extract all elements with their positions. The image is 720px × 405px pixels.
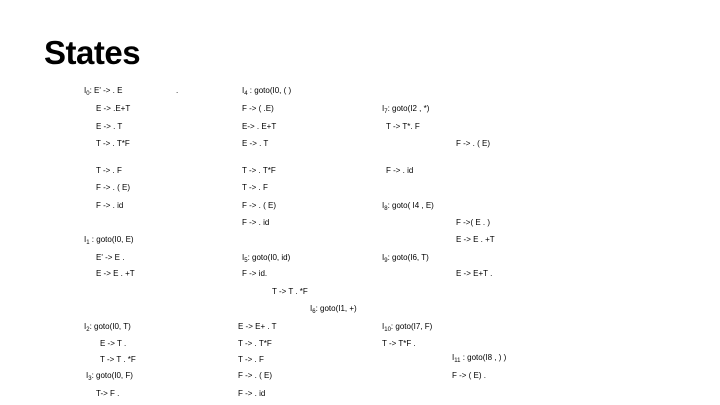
state-heading bbox=[452, 353, 506, 363]
state-heading bbox=[382, 104, 429, 114]
state-prefix: I bbox=[382, 201, 385, 210]
line-text: T -> . F bbox=[242, 183, 268, 192]
item-line bbox=[242, 122, 276, 132]
line-text: : goto(I0, T) bbox=[89, 322, 131, 331]
state-heading bbox=[86, 371, 133, 381]
item-line bbox=[456, 218, 490, 228]
state-prefix: I bbox=[84, 86, 87, 95]
state-prefix: I bbox=[242, 86, 245, 95]
item-line bbox=[386, 122, 420, 132]
line-text: T -> . T*F bbox=[242, 166, 276, 175]
line-text: : goto( I4 , E) bbox=[387, 201, 434, 210]
item-line bbox=[96, 253, 124, 263]
state-prefix: I bbox=[84, 235, 87, 244]
state-prefix: I bbox=[382, 253, 385, 262]
line-text: F -> ( E) . bbox=[452, 371, 486, 380]
line-text: E -> . T bbox=[96, 122, 123, 131]
state-prefix: I bbox=[310, 304, 313, 313]
line-text: : goto(I0, ( ) bbox=[247, 86, 292, 95]
line-text: : goto(I6, T) bbox=[387, 253, 429, 262]
state-heading bbox=[382, 322, 432, 332]
line-text: F -> id. bbox=[242, 269, 268, 278]
state-heading bbox=[84, 322, 131, 332]
state-index: 8 bbox=[384, 206, 388, 212]
line-text: E -> E+T . bbox=[456, 269, 493, 278]
item-line bbox=[456, 269, 492, 279]
line-text: : goto(I0, id) bbox=[247, 253, 291, 262]
state-index: 10 bbox=[384, 327, 391, 333]
line-text: T -> . T*F bbox=[96, 139, 130, 148]
line-text: . bbox=[176, 86, 179, 95]
state-index: 9 bbox=[384, 258, 388, 264]
item-line bbox=[242, 139, 268, 149]
item-line bbox=[272, 287, 308, 297]
item-line bbox=[242, 166, 276, 176]
item-line bbox=[456, 139, 490, 149]
item-line bbox=[96, 104, 130, 114]
line-text: : goto(I7, F) bbox=[390, 322, 433, 331]
state-prefix: I bbox=[84, 322, 87, 331]
item-line bbox=[456, 235, 495, 245]
state-heading bbox=[242, 253, 290, 263]
state-index: 7 bbox=[384, 109, 388, 115]
item-line bbox=[96, 183, 130, 193]
state-heading bbox=[310, 304, 357, 314]
line-text: : E' -> . E bbox=[89, 86, 123, 95]
state-prefix: I bbox=[382, 104, 385, 113]
line-text: F -> . id bbox=[96, 201, 124, 210]
line-text: T -> T*F . bbox=[382, 339, 416, 348]
line-text: T-> F . bbox=[96, 389, 120, 398]
item-line bbox=[242, 183, 268, 193]
item-line bbox=[386, 166, 413, 176]
line-text: E -> E . +T bbox=[456, 235, 495, 244]
state-heading bbox=[242, 86, 291, 96]
state-prefix: I bbox=[86, 371, 89, 380]
slide-title: States bbox=[44, 34, 141, 71]
line-text: F -> ( .E) bbox=[242, 104, 274, 113]
line-text: : goto(I2 , *) bbox=[387, 104, 430, 113]
state-index: 4 bbox=[244, 91, 248, 97]
line-text: F -> . ( E) bbox=[242, 201, 276, 210]
line-text: : goto(I1, +) bbox=[315, 304, 357, 313]
state-index: 2 bbox=[86, 327, 90, 333]
item-line bbox=[242, 269, 267, 279]
line-text: : goto(I0, E) bbox=[89, 235, 134, 244]
line-text: T -> T*. F bbox=[386, 122, 420, 131]
item-line bbox=[96, 201, 123, 211]
line-text: E -> . T bbox=[242, 139, 269, 148]
state-index: 11 bbox=[454, 358, 461, 364]
line-text: T -> . F bbox=[238, 355, 264, 364]
line-text: : goto(I0, F) bbox=[91, 371, 133, 380]
item-line bbox=[96, 166, 122, 176]
line-text: E -> E+ . T bbox=[238, 322, 277, 331]
item-line bbox=[100, 355, 136, 365]
state-prefix: I bbox=[452, 353, 455, 362]
state-heading bbox=[382, 201, 434, 211]
line-text: E -> E . +T bbox=[96, 269, 135, 278]
state-prefix: I bbox=[242, 253, 245, 262]
line-text: F -> . ( E) bbox=[238, 371, 272, 380]
item-line bbox=[100, 339, 126, 349]
item-line bbox=[96, 269, 135, 279]
item-line bbox=[238, 389, 265, 399]
item-line bbox=[238, 322, 277, 332]
line-text: : goto(I8 , ) ) bbox=[460, 353, 507, 362]
line-text: F -> . id bbox=[238, 389, 266, 398]
item-line bbox=[96, 139, 130, 149]
state-heading bbox=[84, 235, 134, 245]
item-line bbox=[242, 104, 274, 114]
state-index: 6 bbox=[312, 309, 316, 315]
state-heading bbox=[84, 86, 122, 96]
item-line bbox=[452, 371, 486, 381]
item-line bbox=[176, 86, 178, 96]
state-prefix: I bbox=[382, 322, 385, 331]
state-index: 5 bbox=[244, 258, 248, 264]
state-index: 0 bbox=[86, 91, 90, 97]
line-text: T -> . T*F bbox=[238, 339, 272, 348]
line-text: E -> T . bbox=[100, 339, 127, 348]
line-text: T -> . F bbox=[96, 166, 122, 175]
item-line bbox=[238, 339, 272, 349]
state-index: 3 bbox=[88, 376, 92, 382]
item-line bbox=[96, 122, 122, 132]
line-text: T -> T . *F bbox=[100, 355, 136, 364]
item-line bbox=[242, 218, 269, 228]
item-line bbox=[382, 339, 416, 349]
item-line bbox=[238, 371, 272, 381]
line-text: E-> . E+T bbox=[242, 122, 277, 131]
line-text: F -> . id bbox=[242, 218, 270, 227]
item-line bbox=[238, 355, 264, 365]
line-text: E' -> E . bbox=[96, 253, 125, 262]
line-text: F -> . ( E) bbox=[96, 183, 130, 192]
line-text: E -> .E+T bbox=[96, 104, 131, 113]
line-text: F -> . ( E) bbox=[456, 139, 490, 148]
state-heading bbox=[382, 253, 429, 263]
line-text: F ->( E . ) bbox=[456, 218, 490, 227]
item-line bbox=[96, 389, 119, 399]
line-text: T -> T . *F bbox=[272, 287, 308, 296]
item-line bbox=[242, 201, 276, 211]
line-text: F -> . id bbox=[386, 166, 414, 175]
state-index: 1 bbox=[86, 240, 90, 246]
